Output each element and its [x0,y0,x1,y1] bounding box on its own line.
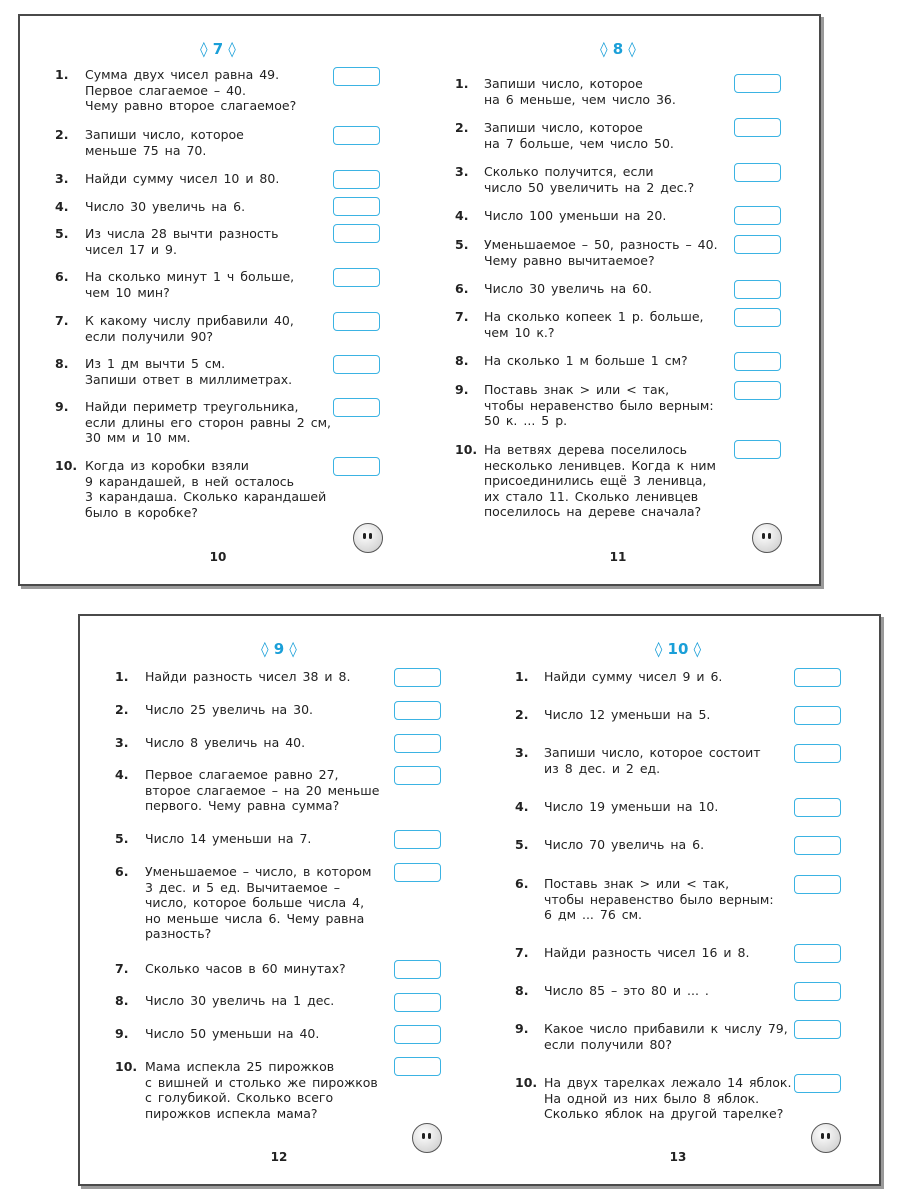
question-number: 7. [55,313,69,328]
question-text: Число 25 увеличь на 30. [145,702,314,717]
worksheet-header: ◊ 10 ◊ [654,640,702,658]
question-text: Из 1 дм вычти 5 см. Запиши ответ в миллиметрах. [85,356,293,387]
question-text: Какое число прибавили к числу 79, если получили 80? [544,1021,788,1052]
question-text: К какому числу прибавили 40, если получили 90? [85,313,294,344]
question-text: На двух тарелках лежало 14 яблок. На одной из них было 8 яблок. Сколько яблок на другой тарелке? [544,1075,792,1121]
question-text: Сколько часов в 60 минутах? [145,961,346,976]
question-text: Запиши число, которое меньше 75 на 70. [85,127,244,158]
question-text: Запиши число, которое на 6 меньше, чем число 36. [484,76,676,107]
answer-box[interactable] [734,381,781,400]
question-text: Сумма двух чисел равна 49. Первое слагаемое – 40. Чему равно второе слагаемое? [85,67,297,113]
answer-box[interactable] [394,1025,441,1044]
answer-box[interactable] [394,993,441,1012]
worksheet-header: ◊ 7 ◊ [200,40,236,58]
answer-box[interactable] [794,668,841,687]
answer-box[interactable] [734,280,781,299]
question-text: Число 100 уменьши на 20. [484,208,667,223]
question-number: 4. [55,199,69,214]
answer-box[interactable] [333,67,380,86]
answer-box[interactable] [734,352,781,371]
answer-box[interactable] [333,224,380,243]
answer-box[interactable] [333,170,380,189]
question-text: Число 19 уменьши на 10. [544,799,719,814]
answer-box[interactable] [794,836,841,855]
question-number: 10. [115,1059,138,1074]
worksheet-header: ◊ 9 ◊ [261,640,297,658]
question-text: Число 85 – это 80 и ... . [544,983,709,998]
answer-box[interactable] [734,235,781,254]
question-number: 8. [455,353,469,368]
smiley-face-icon [752,523,782,553]
question-text: На сколько 1 м больше 1 см? [484,353,688,368]
question-number: 9. [455,382,469,397]
question-number: 3. [115,735,129,750]
question-number: 9. [515,1021,529,1036]
worksheet-header: ◊ 8 ◊ [600,40,636,58]
question-number: 4. [515,799,529,814]
answer-box[interactable] [734,440,781,459]
question-text: Поставь знак > или < так, чтобы неравенство было верным: 50 к. ... 5 р. [484,382,714,428]
question-number: 5. [115,831,129,846]
question-number: 7. [515,945,529,960]
question-number: 3. [515,745,529,760]
answer-box[interactable] [333,457,380,476]
question-number: 9. [115,1026,129,1041]
question-text: Найди разность чисел 16 и 8. [544,945,750,960]
answer-box[interactable] [333,355,380,374]
question-number: 5. [55,226,69,241]
question-text: Запиши число, которое на 7 больше, чем число 50. [484,120,674,151]
question-text: Число 12 уменьши на 5. [544,707,711,722]
question-text: Найди разность чисел 38 и 8. [145,669,351,684]
question-text: Число 30 увеличь на 1 дес. [145,993,335,1008]
answer-box[interactable] [394,734,441,753]
answer-box[interactable] [794,706,841,725]
question-number: 2. [515,707,529,722]
question-number: 2. [455,120,469,135]
question-number: 5. [455,237,469,252]
question-text: Запиши число, которое состоит из 8 дес. и 2 ед. [544,745,761,776]
answer-box[interactable] [794,744,841,763]
question-number: 1. [455,76,469,91]
question-text: Поставь знак > или < так, чтобы неравенство было верным: 6 дм ... 76 см. [544,876,774,922]
question-number: 4. [115,767,129,782]
question-number: 9. [55,399,69,414]
answer-box[interactable] [394,701,441,720]
question-text: Мама испекла 25 пирожков с вишней и столько же пирожков с голубикой. Сколько всего пирожков испекла мама? [145,1059,378,1121]
question-text: Число 50 уменьши на 40. [145,1026,320,1041]
question-text: Число 70 увеличь на 6. [544,837,705,852]
question-number: 7. [455,309,469,324]
answer-box[interactable] [734,308,781,327]
answer-box[interactable] [333,126,380,145]
question-number: 6. [515,876,529,891]
answer-box[interactable] [394,863,441,882]
question-text: Сколько получится, если число 50 увеличить на 2 дес.? [484,164,695,195]
smiley-face-icon [412,1123,442,1153]
question-number: 8. [115,993,129,1008]
answer-box[interactable] [394,830,441,849]
smiley-face-icon [353,523,383,553]
answer-box[interactable] [333,398,380,417]
answer-box[interactable] [394,1057,441,1076]
answer-box[interactable] [734,206,781,225]
question-text: Из числа 28 вычти разность чисел 17 и 9. [85,226,279,257]
question-text: На ветвях дерева поселилось несколько ленивцев. Когда к ним присоединились ещё 3 ленивца, их стало 11. Сколько ленивцев поселилось на дереве сначала? [484,442,716,519]
answer-box[interactable] [794,1074,841,1093]
page-number: 10 [209,550,227,564]
answer-box[interactable] [794,875,841,894]
answer-box[interactable] [333,197,380,216]
question-number: 2. [55,127,69,142]
question-number: 8. [55,356,69,371]
question-text: Число 30 увеличь на 60. [484,281,653,296]
question-number: 1. [115,669,129,684]
question-text: Число 14 уменьши на 7. [145,831,312,846]
answer-box[interactable] [794,944,841,963]
page-number: 11 [609,550,627,564]
question-text: Найди периметр треугольника, если длины его сторон равны 2 см, 30 мм и 10 мм. [85,399,332,445]
question-number: 3. [455,164,469,179]
question-number: 10. [455,442,478,457]
question-text: Когда из коробки взяли 9 карандашей, в ней осталось 3 карандаша. Сколько карандашей было в коробке? [85,458,327,520]
question-text: Первое слагаемое равно 27, второе слагаемое – на 20 меньше первого. Чему равна сумма? [145,767,380,813]
page-number: 12 [270,1150,288,1164]
question-number: 2. [115,702,129,717]
smiley-face-icon [811,1123,841,1153]
question-text: Число 30 увеличь на 6. [85,199,246,214]
question-number: 6. [455,281,469,296]
question-text: Число 8 увеличь на 40. [145,735,306,750]
question-number: 7. [115,961,129,976]
question-text: Найди сумму чисел 10 и 80. [85,171,280,186]
question-text: На сколько минут 1 ч больше, чем 10 мин? [85,269,295,300]
question-number: 5. [515,837,529,852]
question-number: 10. [515,1075,538,1090]
question-text: На сколько копеек 1 р. больше, чем 10 к.? [484,309,704,340]
question-number: 10. [55,458,78,473]
answer-box[interactable] [734,163,781,182]
answer-box[interactable] [333,312,380,331]
page-number: 13 [669,1150,687,1164]
question-number: 1. [515,669,529,684]
answer-box[interactable] [794,982,841,1001]
answer-box[interactable] [734,74,781,93]
question-text: Найди сумму чисел 9 и 6. [544,669,723,684]
question-number: 1. [55,67,69,82]
answer-box[interactable] [394,668,441,687]
answer-box[interactable] [734,118,781,137]
question-number: 6. [55,269,69,284]
question-text: Уменьшаемое – 50, разность – 40. Чему равно вычитаемое? [484,237,718,268]
answer-box[interactable] [794,798,841,817]
answer-box[interactable] [333,268,380,287]
answer-box[interactable] [394,766,441,785]
answer-box[interactable] [794,1020,841,1039]
question-number: 3. [55,171,69,186]
answer-box[interactable] [394,960,441,979]
question-number: 4. [455,208,469,223]
question-text: Уменьшаемое – число, в котором 3 дес. и 5 ед. Вычитаемое – число, которое больше числа 4, но меньше числа 6. Чему равна разность? [145,864,372,941]
question-number: 6. [115,864,129,879]
question-number: 8. [515,983,529,998]
